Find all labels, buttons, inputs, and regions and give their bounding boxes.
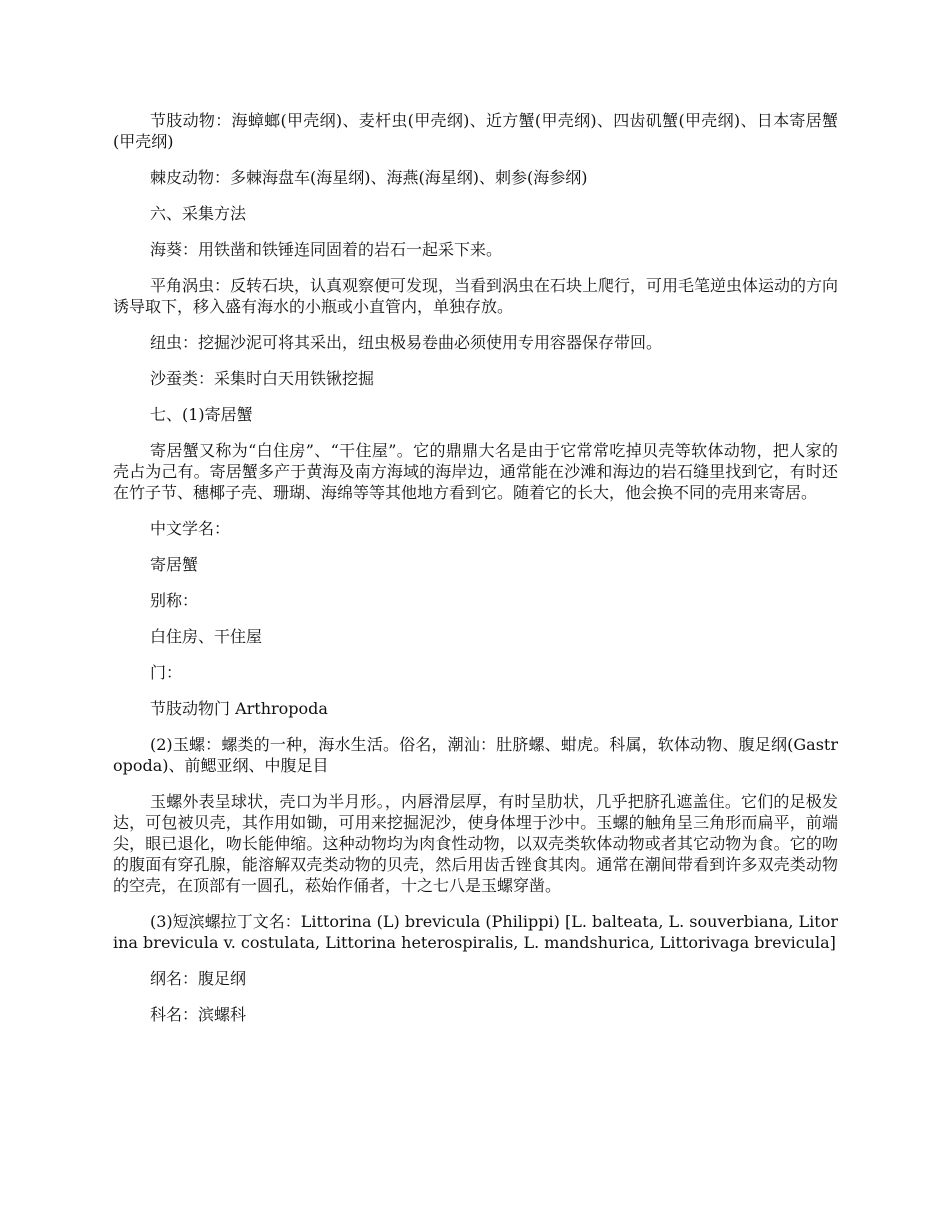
paragraph-flatworm: 平角涡虫：反转石块，认真观察便可发现，当看到涡虫在石块上爬行，可用毛笔逆虫体运动的方向诱导取下，移入盛有海水的小瓶或小直管内，单独存放。 xyxy=(113,276,839,316)
paragraph-hermit-crab-description: 寄居蟹又称为“白住房”、“干住屋”。它的鼎鼎大名是由于它常常吃掉贝壳等软体动物，把人家的壳占为己有。寄居蟹多产于黄海及南方海域的海岸边，通常能在沙滩和海边的岩石缝里找到它，有时还在竹子节、穗椰子壳、珊瑚、海绵等等其他地方看到它。随着它的长大，他会换不同的壳用来寄居。 xyxy=(113,441,838,502)
paragraph-sea-anemone: 海葵：用铁凿和铁锤连同固着的岩石一起采下来。 xyxy=(150,240,503,259)
paragraph-moon-snail-intro: (2)玉螺：螺类的一种，海水生活。俗名，潮汕：肚脐螺、蚶虎。科属，软体动物、腹足纲(Gastropoda)、前鳃亚纲、中腹足目 xyxy=(113,735,838,775)
field-label-chinese-name: 中文学名： xyxy=(150,519,231,538)
paragraph-periwinkle-latin-name: (3)短滨螺拉丁文名：Littorina (L) brevicula (Philippi) [L. balteata, L. souverbiana, Litorina brevicula v. costulata, Littorina heterospiralis, L. mandshurica, Littorivaga brevicula] xyxy=(113,912,838,952)
section-heading-hermit-crab: 七、(1)寄居蟹 xyxy=(150,405,253,424)
section-heading-collection-methods: 六、采集方法 xyxy=(150,204,247,223)
field-label-phylum: 门： xyxy=(150,663,183,682)
field-value-chinese-name: 寄居蟹 xyxy=(150,555,199,574)
field-family-name: 科名：滨螺科 xyxy=(150,1005,247,1024)
paragraph-ribbon-worm: 纽虫：挖掘沙泥可将其采出，纽虫极易卷曲必须使用专用容器保存带回。 xyxy=(150,333,663,352)
paragraph-moon-snail-description: 玉螺外表呈球状，壳口为半月形。，内唇滑层厚，有时呈肋状，几乎把脐孔遮盖住。它们的足极发达，可包被贝壳，其作用如锄，可用来挖掘泥沙，使身体埋于沙中。玉螺的触角呈三角形而扁平，前端尖，眼已退化，吻长能伸缩。这种动物均为肉食性动物，以双壳类软体动物或者其它动物为食。它的吻的腹面有穿孔腺，能溶解双壳类动物的贝壳，然后用齿舌锉食其肉。通常在潮间带看到许多双壳类动物的空壳，在顶部有一圆孔，菘始作俑者，十之七八是玉螺穿凿。 xyxy=(113,792,838,895)
paragraph-sandworm: 沙蚕类：采集时白天用铁锹挖掘 xyxy=(150,369,375,388)
paragraph-echinoderms: 棘皮动物：多棘海盘车(海星纲)、海燕(海星纲)、刺参(海参纲) xyxy=(150,168,588,187)
field-class-name: 纲名：腹足纲 xyxy=(150,969,247,988)
field-value-alias: 白住房、干住屋 xyxy=(150,627,263,646)
paragraph-arthropods: 节肢动物：海蟑螂(甲壳纲)、麦杆虫(甲壳纲)、近方蟹(甲壳纲)、四齿矶蟹(甲壳纲)、日本寄居蟹(甲壳纲) xyxy=(113,111,838,151)
field-label-alias: 别称： xyxy=(150,591,199,610)
field-value-phylum: 节肢动物门 Arthropoda xyxy=(150,699,328,718)
